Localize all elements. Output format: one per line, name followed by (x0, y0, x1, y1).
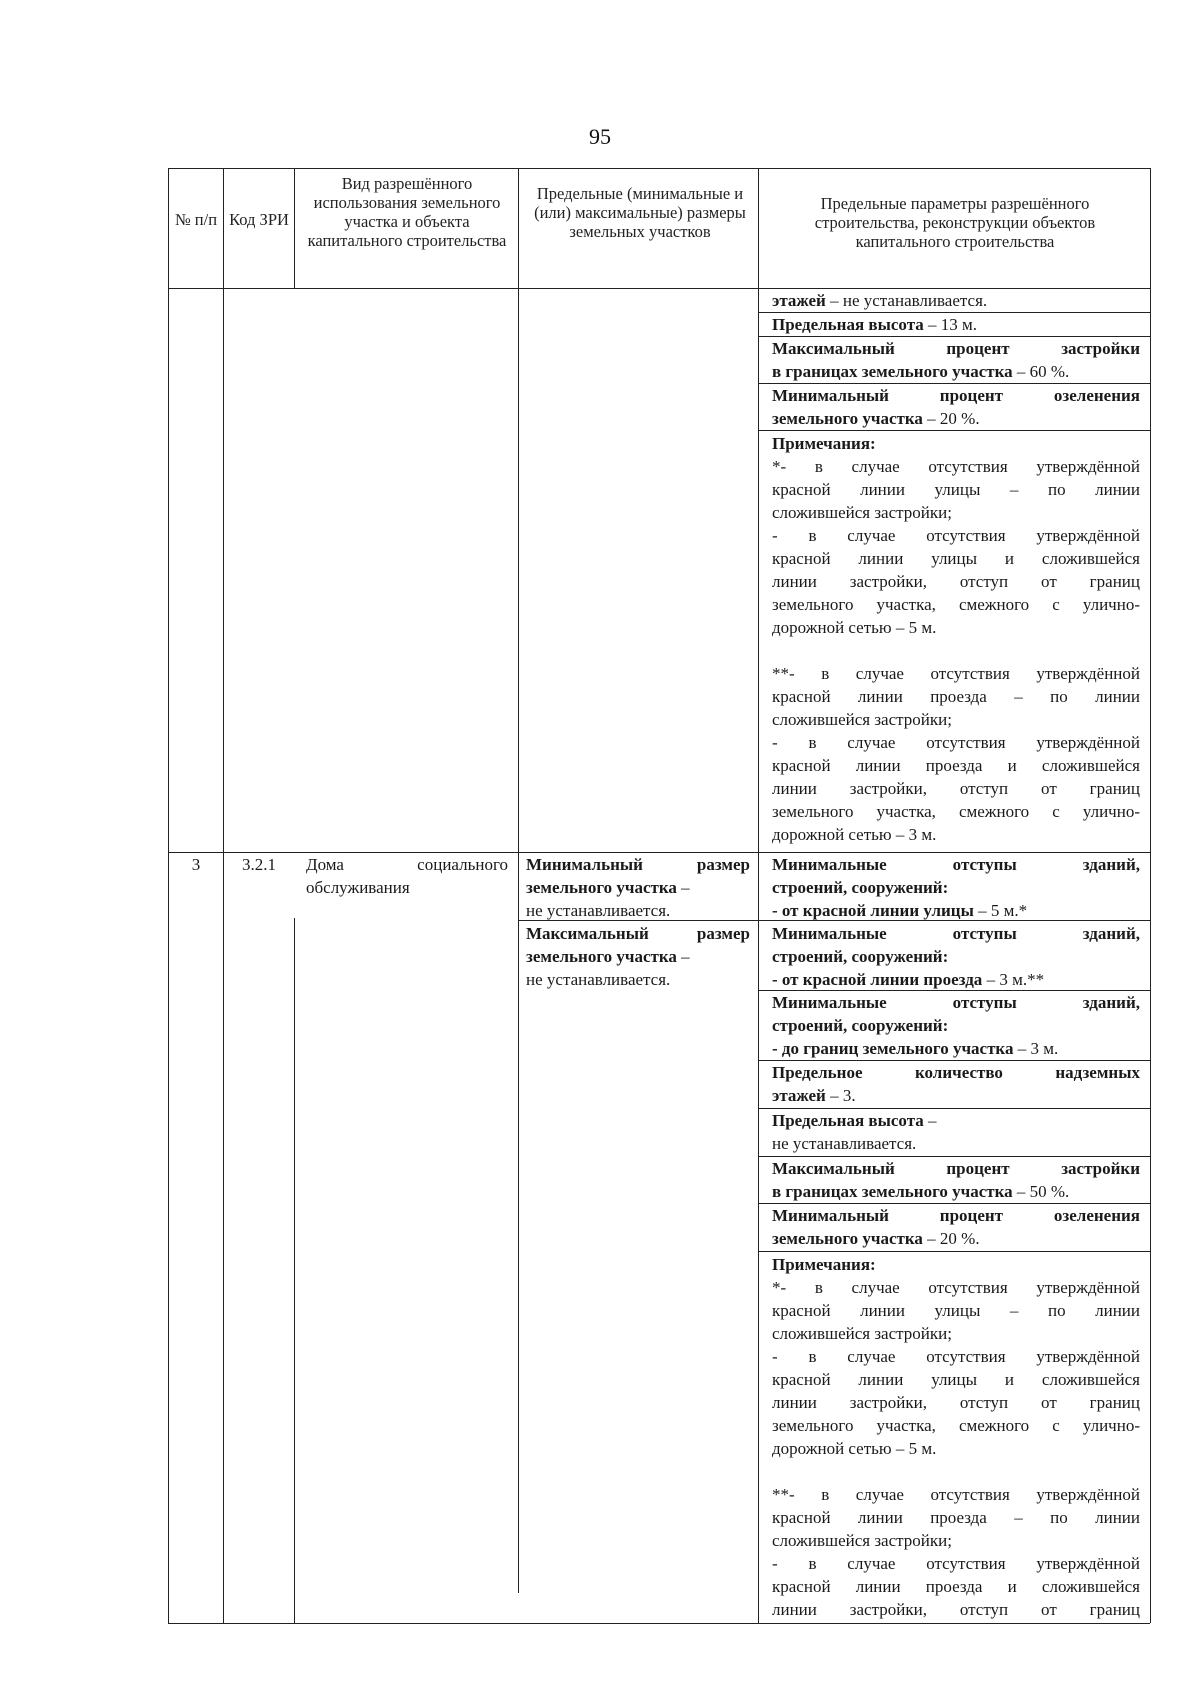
note-line: земельного участка, смежного с улично- (772, 1416, 1140, 1435)
col-border-right (1150, 168, 1151, 1623)
param-value: – 13 м. (923, 315, 978, 334)
note-line: красной линии проезда и сложившейся (772, 1577, 1140, 1596)
param-value: – 3 м. (1013, 1039, 1059, 1058)
note-line: сложившейся застройки; (772, 710, 952, 729)
param-label: Минимальный процент озеленения (772, 1206, 1140, 1225)
row-number: 3 (191, 855, 201, 874)
note-line: - в случае отсутствия утверждённой (772, 526, 1140, 545)
plot-value: – (676, 878, 690, 897)
note-line: красной линии улицы – по линии (772, 1301, 1140, 1320)
note-line: красной линии проезда – по линии (772, 1508, 1140, 1527)
param-label: Минимальные отступы зданий, (772, 924, 1140, 943)
note-line: красной линии улицы – по линии (772, 480, 1140, 499)
plot-label: Максимальный размер (526, 924, 750, 943)
note-line: *- в случае отсутствия утверждённой (772, 1278, 1140, 1297)
param-value: – 50 %. (1012, 1182, 1070, 1201)
plot-value: не устанавливается. (526, 901, 671, 920)
row-use-type (306, 853, 508, 899)
param-label: Предельное количество надземных (772, 1063, 1140, 1082)
param-label: строений, сооружений: (772, 1016, 949, 1035)
param-label: Максимальный процент застройки (772, 339, 1140, 358)
note-line: линии застройки, отступ от границ (772, 779, 1140, 798)
note-line: земельного участка, смежного с улично- (772, 595, 1140, 614)
param-cell-floors (772, 289, 1140, 312)
param-value: – 20 %. (922, 1229, 980, 1248)
param-cell-setback-driveway (772, 922, 1140, 991)
note-line: земельного участка, смежного с улично- (772, 802, 1140, 821)
param-sep (758, 1251, 1150, 1252)
note-spacer (772, 1460, 1140, 1483)
param-cell-build-percent (772, 337, 1140, 383)
param-label: Минимальный процент озеленения (772, 386, 1140, 405)
header-plot-size: Предельные (минимальные и (или) максимальные) размеры земельных участков (534, 184, 746, 241)
plot-value: – (676, 947, 690, 966)
param-value: – 5 м.* (973, 901, 1028, 920)
row-code: 3.2.1 (242, 855, 276, 874)
param-label: Минимальные отступы зданий, (772, 855, 1140, 874)
note-line: сложившейся застройки; (772, 503, 952, 522)
param-label: - от красной линии проезда (772, 970, 983, 989)
page-number: 95 (589, 124, 611, 149)
note-line: *- в случае отсутствия утверждённой (772, 457, 1140, 476)
notes-cell (772, 432, 1140, 846)
param-label: Предельная высота (772, 1111, 924, 1130)
note-line: - в случае отсутствия утверждённой (772, 1347, 1140, 1366)
param-label: Максимальный процент застройки (772, 1159, 1140, 1178)
note-line: линии застройки, отступ от границ (772, 572, 1140, 591)
note-line: дорожной сетью – 5 м. (772, 618, 937, 637)
note-line: красной линии улицы и сложившейся (772, 1370, 1140, 1389)
col-border-2 (294, 918, 295, 1623)
param-value: – не устанавливается. (825, 291, 988, 310)
plot-label: земельного участка (526, 878, 677, 897)
use-type-line: обслуживания (306, 878, 410, 897)
param-label: - от красной линии улицы (772, 901, 974, 920)
param-cell-setback-boundary (772, 991, 1140, 1060)
param-cell-green-percent (772, 1204, 1140, 1250)
param-label: строений, сооружений: (772, 947, 949, 966)
note-line: - в случае отсутствия утверждённой (772, 733, 1140, 752)
note-spacer (772, 639, 1140, 662)
param-value: – 60 %. (1012, 362, 1070, 381)
param-cell-height (772, 313, 1140, 336)
param-label: - до границ земельного участка (772, 1039, 1014, 1058)
note-line: сложившейся застройки; (772, 1324, 952, 1343)
header-code: Код ЗРИ (229, 210, 289, 229)
note-line: дорожной сетью – 3 м. (772, 825, 937, 844)
plot-label: Минимальный размер (526, 855, 750, 874)
param-cell-floors (772, 1061, 1140, 1107)
notes-title: Примечания: (772, 1255, 876, 1274)
plot-min-cell (526, 853, 750, 922)
param-label: Предельная высота (772, 315, 924, 334)
note-line: дорожной сетью – 5 м. (772, 1439, 937, 1458)
note-line: линии застройки, отступ от границ (772, 1393, 1140, 1412)
header-num: № п/п (174, 210, 218, 229)
table-top-border (168, 168, 1150, 169)
param-value: – 3. (825, 1086, 856, 1105)
param-label: в границах земельного участка (772, 1182, 1013, 1201)
plot-max-cell (526, 922, 750, 991)
table-bottom-border (168, 1623, 1150, 1624)
note-line: **- в случае отсутствия утверждённой (772, 664, 1140, 683)
param-label: земельного участка (772, 409, 923, 428)
header-params: Предельные параметры разрешённого строительства, реконструкции объектов капитального строительства (814, 194, 1096, 251)
notes-title: Примечания: (772, 434, 876, 453)
param-value: – (923, 1111, 937, 1130)
col-border-1 (223, 168, 224, 1623)
param-cell-height (772, 1109, 1140, 1155)
notes-cell (772, 1253, 1140, 1621)
note-line: красной линии улицы и сложившейся (772, 549, 1140, 568)
param-cell-green-percent (772, 384, 1140, 430)
note-line: линии застройки, отступ от границ (772, 1600, 1140, 1619)
param-sep (758, 430, 1150, 431)
col-border-2-header (294, 168, 295, 288)
header-use-type: Вид разрешённого использования земельного участка и объекта капитального строительства (307, 174, 507, 250)
col-border-left (168, 168, 169, 1623)
param-label: этажей (772, 1086, 826, 1105)
param-value: – 3 м.** (982, 970, 1045, 989)
note-line: - в случае отсутствия утверждённой (772, 1554, 1140, 1573)
note-line: красной линии проезда и сложившейся (772, 756, 1140, 775)
col-border-4 (758, 168, 759, 1623)
param-cell-build-percent (772, 1157, 1140, 1203)
param-label: в границах земельного участка (772, 362, 1013, 381)
col-border-3 (518, 168, 519, 1593)
param-cell-setback-street (772, 853, 1140, 922)
param-label: земельного участка (772, 1229, 923, 1248)
param-label: этажей (772, 291, 826, 310)
note-line: красной линии проезда – по линии (772, 687, 1140, 706)
note-line: сложившейся застройки; (772, 1531, 952, 1550)
param-label: строений, сооружений: (772, 878, 949, 897)
param-value: – 20 %. (922, 409, 980, 428)
plot-label: земельного участка (526, 947, 677, 966)
param-value: не устанавливается. (772, 1134, 917, 1153)
param-label: Минимальные отступы зданий, (772, 993, 1140, 1012)
note-line: **- в случае отсутствия утверждённой (772, 1485, 1140, 1504)
use-type-line: Дома социального (306, 855, 508, 874)
plot-value: не устанавливается. (526, 970, 671, 989)
